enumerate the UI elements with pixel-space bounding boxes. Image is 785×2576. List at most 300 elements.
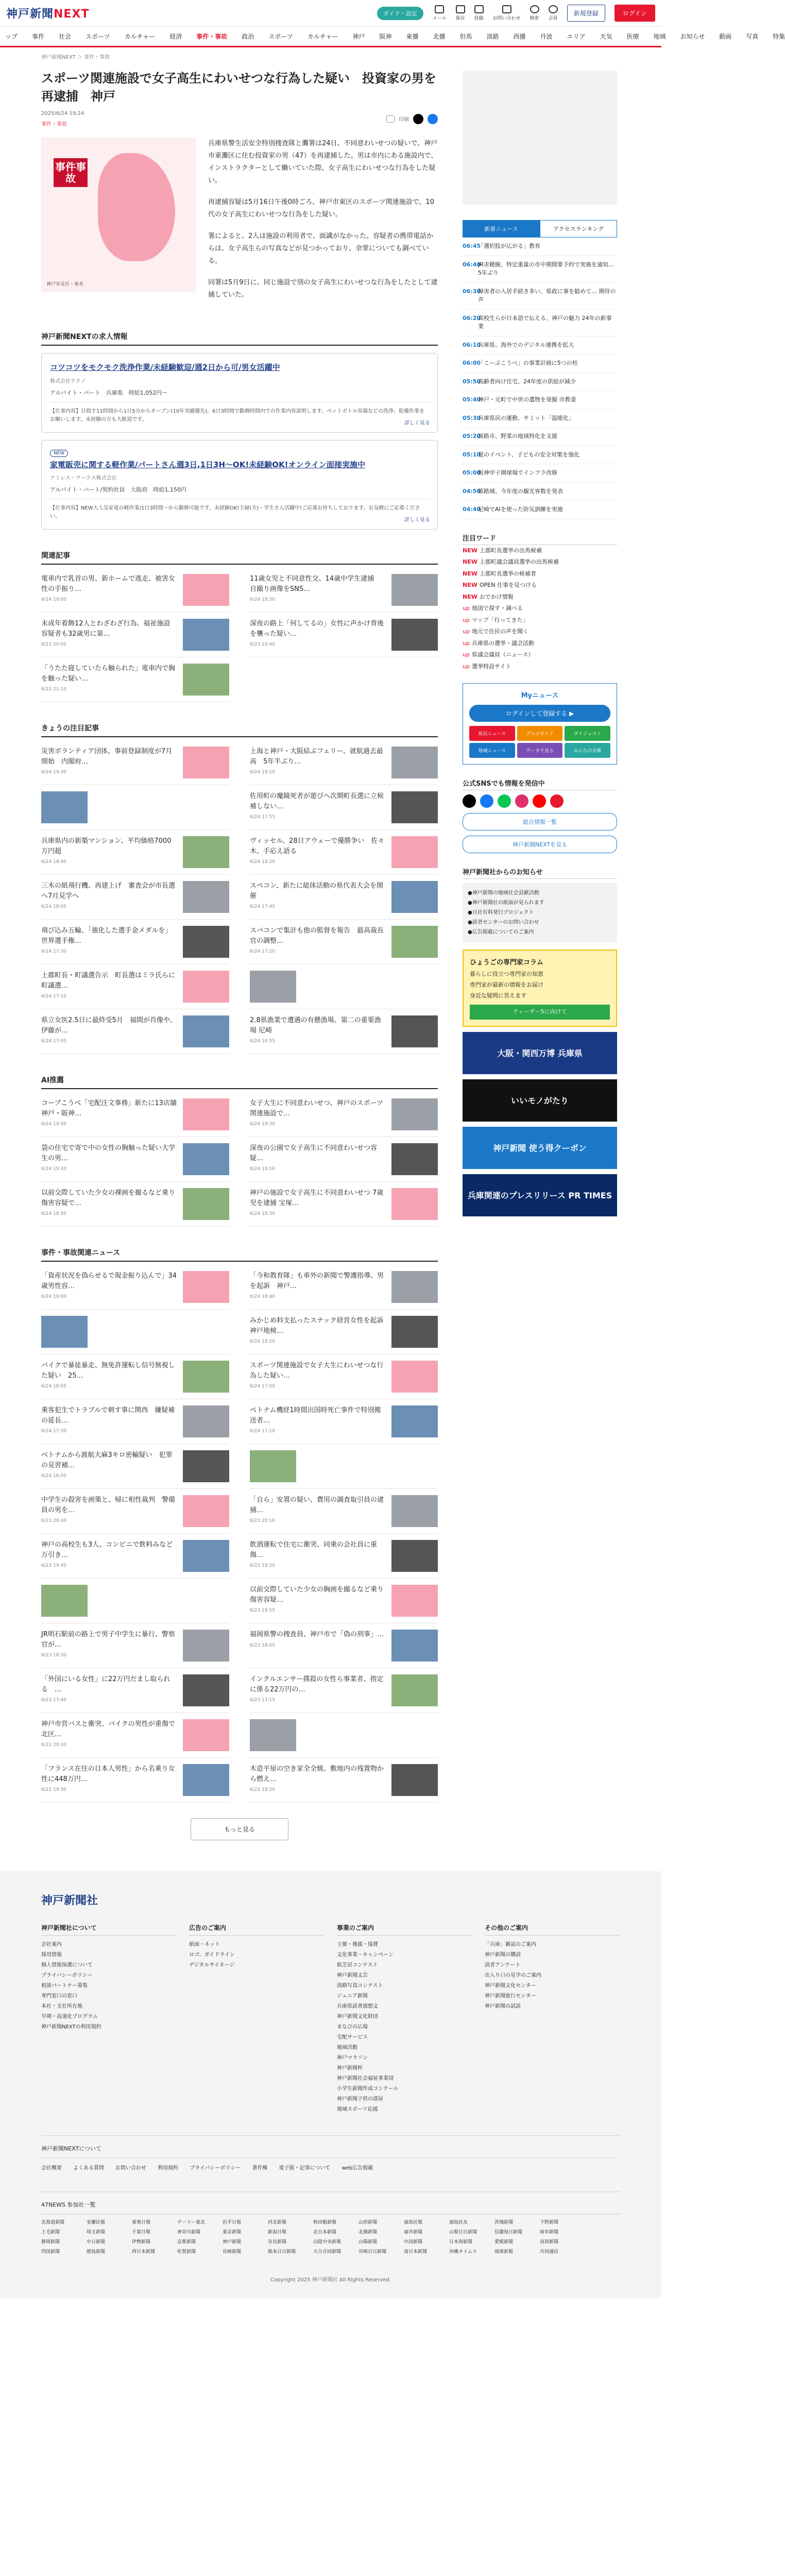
list-item[interactable] xyxy=(250,1092,438,1137)
item-headline[interactable]: ベトナムから渡航大麻3キロ密輸疑い 犯罪の見習補… xyxy=(41,1451,173,1469)
list-item[interactable] xyxy=(250,964,438,1009)
pref-link[interactable]: 下野新聞 xyxy=(540,2220,559,2226)
item-headline[interactable]: 福岡県警の捜査員、神戸市で「偽の刑事」… xyxy=(250,1631,384,1639)
list-item[interactable] xyxy=(41,1354,229,1399)
job-card[interactable] xyxy=(41,440,438,530)
keyword-text[interactable]: マップ「行ってきた」 xyxy=(471,616,528,623)
mynews-item-button[interactable]: みんなの兵庫 xyxy=(565,743,610,758)
item-thumbnail[interactable] xyxy=(183,1405,229,1437)
item-thumbnail[interactable] xyxy=(391,1015,438,1047)
item-thumbnail[interactable] xyxy=(391,1495,438,1527)
list-item[interactable] xyxy=(250,1623,438,1668)
job-more-link[interactable]: 詳しく見る xyxy=(404,517,430,523)
footer-link[interactable]: 読者アンケート xyxy=(485,1962,521,1969)
line-icon[interactable] xyxy=(498,794,511,808)
item-headline[interactable]: 袋の住宅で寄で中の女性の胸触った疑い大学生の男… xyxy=(41,1144,176,1162)
footer-link[interactable]: 神戸新聞旅行センター xyxy=(485,1993,536,1999)
item-headline[interactable]: 「資産状況を偽らせるで現金振り込んで」34歳男性容… xyxy=(41,1272,177,1290)
pref-link[interactable]: 京都新聞 xyxy=(177,2240,196,2245)
mynews-item-button[interactable]: 県民ニュース xyxy=(469,726,515,741)
contact-icon[interactable]: お問い合わせ xyxy=(493,5,521,21)
x-icon[interactable] xyxy=(463,794,476,808)
nav-item[interactable]: カルチャー xyxy=(307,33,338,40)
list-item[interactable] xyxy=(41,1489,229,1534)
job-title[interactable]: コツコツをモクモク洗浄作業/未経験歓迎/週2日から可/男女活躍中 xyxy=(50,363,280,372)
footer-link[interactable]: デジタルサイネージ xyxy=(189,1962,235,1969)
footer-link[interactable]: 会社案内 xyxy=(41,1942,62,1948)
item-headline[interactable]: 「フランス在住の日本人男性」から名乗り女性に448万円… xyxy=(41,1765,175,1783)
list-item[interactable] xyxy=(250,830,438,875)
mynews-login-button[interactable]: ログインして登録する ▶ xyxy=(469,705,610,722)
pref-link[interactable]: 高知新聞 xyxy=(540,2240,559,2245)
pref-link[interactable]: 神戸新聞 xyxy=(223,2240,242,2245)
notice-item[interactable]: ●読者センターのお問い合わせ xyxy=(468,919,539,925)
rank-item[interactable] xyxy=(463,310,617,336)
pref-link[interactable]: 福島民報 xyxy=(404,2220,423,2226)
footer-link[interactable]: 地域活動 xyxy=(337,2045,357,2051)
article-category[interactable]: 事件・事故 xyxy=(41,121,67,127)
list-item[interactable] xyxy=(250,1534,438,1579)
item-thumbnail[interactable] xyxy=(183,1143,229,1175)
pref-link[interactable]: デーリー東北 xyxy=(177,2220,206,2226)
pref-link[interactable]: 山陰中央新報 xyxy=(313,2240,342,2245)
list-item[interactable] xyxy=(250,920,438,964)
pref-link[interactable]: 福井新聞 xyxy=(404,2230,423,2235)
list-item[interactable] xyxy=(250,875,438,920)
rank-headline[interactable]: 淡路市、野菜の地域特化を支援 xyxy=(478,433,557,439)
list-item[interactable] xyxy=(41,1265,229,1310)
item-thumbnail[interactable] xyxy=(391,1540,438,1572)
nav-item[interactable]: 東播 xyxy=(406,33,419,40)
keyword-text[interactable]: 選挙特設サイト xyxy=(471,663,511,670)
list-item[interactable] xyxy=(250,1668,438,1713)
item-headline[interactable]: 11歳女児と不同意性交、14歳中学生逮捕 自撮り画像をSNS… xyxy=(250,575,381,593)
pref-link[interactable]: 琉球新報 xyxy=(494,2249,514,2255)
pref-link[interactable]: 長崎新聞 xyxy=(223,2249,242,2255)
rank-headline[interactable]: 神戸・元町で中世の遺物を発掘 市教委 xyxy=(478,396,576,403)
footer-bottom-link[interactable]: 著作権 xyxy=(252,2165,268,2172)
list-item[interactable] xyxy=(41,1399,229,1444)
pref-link[interactable]: 中日新聞 xyxy=(87,2240,106,2245)
item-headline[interactable]: 女子大生に不同意わいせつ、神戸のスポーツ関連施設で… xyxy=(250,1099,383,1117)
list-item[interactable] xyxy=(41,875,229,920)
footer-link[interactable]: 採用情報 xyxy=(41,1952,62,1958)
keyword-item[interactable] xyxy=(463,661,617,673)
footer-bottom-link[interactable]: 会社概要 xyxy=(41,2165,62,2172)
item-thumbnail[interactable] xyxy=(183,1015,229,1047)
item-headline[interactable]: 上郡町長・町議選告示 町長選はミラ氏らに 町議選… xyxy=(41,972,182,990)
item-headline[interactable]: バイクで暴徒暴走、無免許運転し信号無視した疑い 25… xyxy=(41,1362,175,1380)
item-headline[interactable]: スポーツ関連施設で女子大生にわいせつな行為した疑い… xyxy=(250,1362,384,1380)
item-thumbnail[interactable] xyxy=(41,1316,88,1348)
sns-list-button[interactable]: 総合情報一覧 xyxy=(463,813,617,831)
keyword-text[interactable]: 上郡町議会議員選挙の出馬候補 xyxy=(479,558,559,566)
ad-slot[interactable] xyxy=(463,71,617,205)
footer-link[interactable]: 宅配サービス xyxy=(337,2035,368,2041)
guide-button[interactable]: ガイド・設定 xyxy=(377,7,423,20)
item-thumbnail[interactable] xyxy=(183,1495,229,1527)
item-headline[interactable]: スバコンで集計も他の監督を報告 最高裁長官の調整… xyxy=(250,927,384,945)
list-item[interactable] xyxy=(41,1623,229,1668)
login-button[interactable]: ログイン xyxy=(615,5,655,22)
item-thumbnail[interactable] xyxy=(250,971,296,1003)
keyword-text[interactable]: おでかけ情報 xyxy=(479,593,514,600)
footer-bottom-link[interactable]: 電子版・記事について xyxy=(279,2165,331,2172)
rank-headline[interactable]: 高齢者向け住宅、24年度の供給が減少 xyxy=(478,378,576,385)
item-thumbnail[interactable] xyxy=(391,1098,438,1130)
rank-item[interactable] xyxy=(463,501,617,519)
rank-item[interactable] xyxy=(463,336,617,355)
list-item[interactable] xyxy=(250,568,438,613)
item-headline[interactable]: 以前交際していた少女の胸画を撮るなど乗り 傷害容疑… xyxy=(250,1586,384,1604)
rank-headline[interactable]: 高校生らが日本語で伝える、神戸の魅力 24年の新事業 xyxy=(478,314,612,330)
footer-link[interactable]: 相談パートナー募集 xyxy=(41,1983,88,1989)
pref-link[interactable]: 南日本新聞 xyxy=(404,2249,428,2255)
footer-link[interactable]: 神戸新聞NEXTの利用規約 xyxy=(41,2024,101,2030)
rank-headline[interactable]: 障害者の入居手続き多い、県政に事を勧めて… 期待の声 xyxy=(478,287,616,303)
keyword-text[interactable]: 上郡町長選挙の候補者 xyxy=(479,570,536,577)
nav-item[interactable]: スポーツ xyxy=(86,33,110,40)
keyword-item[interactable] xyxy=(463,591,617,603)
list-item[interactable] xyxy=(41,1092,229,1137)
item-headline[interactable]: 電車内で乳首の男、新ホームで逃走、被害女性の手振り… xyxy=(41,575,176,593)
item-headline[interactable]: 県立女医2.5日に最終受5月 福間が肖像や、伊藤が… xyxy=(41,1016,177,1035)
nav-item[interactable]: 政治 xyxy=(242,33,254,40)
pref-link[interactable]: 信濃毎日新聞 xyxy=(494,2230,523,2235)
list-item[interactable] xyxy=(41,1534,229,1579)
list-item[interactable] xyxy=(41,1182,229,1227)
nav-item[interactable]: 神戸 xyxy=(352,33,365,40)
youtube-icon[interactable] xyxy=(533,794,546,808)
job-title[interactable]: 家電販売に関する軽作業/パートさん週3日,1日3H〜OK!未経験OK!オンライン面接実施中 xyxy=(50,460,366,469)
mail-icon[interactable]: メール xyxy=(433,5,447,21)
list-item[interactable] xyxy=(41,1137,229,1182)
keyword-text[interactable]: 県議会議員（ニュース） xyxy=(471,651,534,658)
keyword-text[interactable]: 地図で探す・調べる xyxy=(471,605,523,612)
pref-link[interactable]: 北國新聞 xyxy=(359,2230,378,2235)
footer-link[interactable]: ジュニア新聞 xyxy=(337,1993,368,1999)
banner-prtimes[interactable]: 兵庫関連のプレスリリース PR TIMES xyxy=(463,1174,617,1216)
notice-item[interactable]: ●広告掲載についてのご案内 xyxy=(468,929,534,935)
nav-item[interactable]: 写真 xyxy=(746,33,759,40)
list-item[interactable] xyxy=(41,1579,229,1623)
footer-link[interactable]: 出入り口の見学のご案内 xyxy=(485,1973,541,1979)
footer-bottom-link[interactable]: よくある質問 xyxy=(73,2165,104,2172)
nav-item[interactable]: 動画 xyxy=(719,33,732,40)
nav-item[interactable]: ップ xyxy=(5,33,18,40)
list-item[interactable] xyxy=(41,568,229,613)
item-headline[interactable]: 中学生の殺害を画策と、帰に相性裁判 警備員の男を… xyxy=(41,1496,176,1514)
footer-link[interactable]: 神戸新聞文化財団 xyxy=(337,2014,378,2020)
item-thumbnail[interactable] xyxy=(391,1405,438,1437)
keyword-text[interactable]: OPEN 仕事を見つける xyxy=(479,582,537,589)
nav-item[interactable]: 社会 xyxy=(59,33,72,40)
list-item[interactable] xyxy=(41,1668,229,1713)
footer-link[interactable]: ロゴ、ガイドライン xyxy=(189,1952,235,1958)
tab-latest[interactable]: 新着ニュース xyxy=(463,220,540,238)
bookmark-icon[interactable]: 保存 xyxy=(456,5,465,21)
item-thumbnail[interactable] xyxy=(183,747,229,778)
item-thumbnail[interactable] xyxy=(183,574,229,606)
list-item[interactable] xyxy=(250,1182,438,1227)
item-thumbnail[interactable] xyxy=(183,1719,229,1751)
item-headline[interactable]: 兵庫県内の新築マンション、平均価格7000万円超 xyxy=(41,837,172,855)
breadcrumb[interactable]: 神戸新聞NEXT ＞ 事件・事故 xyxy=(41,55,110,60)
pref-link[interactable]: 上毛新聞 xyxy=(41,2230,60,2235)
rank-item[interactable] xyxy=(463,446,617,465)
item-headline[interactable]: 災害ボランティア団体、事前登録制度が7月開始 内閣府… xyxy=(41,748,173,766)
keyword-item[interactable] xyxy=(463,603,617,615)
footer-link[interactable]: 淡路写真コンテスト xyxy=(337,1983,383,1989)
item-thumbnail[interactable] xyxy=(391,1316,438,1348)
rank-headline[interactable]: 「こーぷこうべ」の事業計画に5つの柱 xyxy=(478,360,578,366)
item-thumbnail[interactable] xyxy=(41,1585,88,1617)
keyword-text[interactable]: 地元で住民の声を聞く xyxy=(471,628,528,635)
item-headline[interactable]: 深夜の公園で女子高生に不同意わいせつ容疑… xyxy=(250,1144,378,1162)
item-thumbnail[interactable] xyxy=(183,1098,229,1130)
item-headline[interactable]: コープこうべ「宅配注文事務」新たに13店舗 神戸・阪神… xyxy=(41,1099,177,1117)
item-headline[interactable]: 神戸の施設で女子高生に不同意わいせつ 7歳児を逮捕 宝塚… xyxy=(250,1189,384,1207)
nav-item[interactable]: 淡路 xyxy=(486,33,499,40)
list-item[interactable] xyxy=(250,613,438,657)
footer-bottom-link[interactable]: web広告掲載 xyxy=(342,2165,373,2172)
item-headline[interactable]: 「今和教育隊」も車外の新聞で警護指導、男を起訴 神戸… xyxy=(250,1272,384,1290)
rank-headline[interactable]: 兵庫県民の運動、サミット「温暖化」 xyxy=(478,414,574,421)
app-icon[interactable] xyxy=(550,794,564,808)
pref-link[interactable]: 中国新聞 xyxy=(404,2240,423,2245)
member-icon[interactable]: 会員 xyxy=(549,5,558,21)
pref-link[interactable]: 愛媛新聞 xyxy=(494,2240,514,2245)
nav-item[interactable]: 事件 xyxy=(32,33,45,40)
list-item[interactable] xyxy=(41,1713,229,1758)
footer-bottom-link[interactable]: お問い合わせ xyxy=(115,2165,146,2172)
list-item[interactable] xyxy=(250,1009,438,1054)
nav-item[interactable]: エリア xyxy=(567,33,586,40)
list-item[interactable] xyxy=(41,964,229,1009)
footer-link[interactable]: 早期・高速化プログラム xyxy=(41,2014,98,2020)
item-thumbnail[interactable] xyxy=(183,1630,229,1662)
list-item[interactable] xyxy=(41,785,229,830)
job-card[interactable] xyxy=(41,353,438,433)
list-item[interactable] xyxy=(41,1758,229,1803)
item-thumbnail[interactable] xyxy=(250,1450,296,1482)
pref-link[interactable]: 秋田魁新報 xyxy=(313,2220,337,2226)
nav-item[interactable]: 事件・事故 xyxy=(196,33,228,40)
item-thumbnail[interactable] xyxy=(391,836,438,868)
nav-item[interactable]: 天気 xyxy=(600,33,612,40)
banner-expo[interactable]: 大阪・関西万博 兵庫県 xyxy=(463,1032,617,1074)
pref-link[interactable]: 東奥日報 xyxy=(132,2220,151,2226)
rank-item[interactable] xyxy=(463,238,617,256)
footer-bottom-link[interactable]: 利用規約 xyxy=(158,2165,178,2172)
about-next[interactable]: 神戸新聞NEXTについて xyxy=(41,2136,620,2153)
keyword-item[interactable] xyxy=(463,545,617,557)
list-item[interactable] xyxy=(41,1444,229,1489)
item-headline[interactable]: インクルエンサー撲殺の女性ら事業者、指定に係る22万円の… xyxy=(250,1675,384,1693)
instagram-icon[interactable] xyxy=(515,794,528,808)
footer-link[interactable]: 「兵庫」雑誌のご案内 xyxy=(485,1942,536,1948)
item-thumbnail[interactable] xyxy=(183,1764,229,1796)
item-thumbnail[interactable] xyxy=(183,1361,229,1393)
pref-link[interactable]: 東京新聞 xyxy=(223,2230,242,2235)
pref-link[interactable]: 日本海新聞 xyxy=(449,2240,473,2245)
item-headline[interactable]: ヴィッセル、28日アウェーで優勝争い 佐々木、手応え語る xyxy=(250,837,385,855)
item-thumbnail[interactable] xyxy=(391,1361,438,1393)
item-thumbnail[interactable] xyxy=(183,619,229,651)
list-item[interactable] xyxy=(41,740,229,785)
footer-link[interactable]: 専門窓口の窓口 xyxy=(41,1993,77,1999)
item-headline[interactable]: 三木の紙飛行機、再建上げ 審査会が市長選へ7月見学へ xyxy=(41,882,176,900)
site-logo[interactable]: 神戸新聞NEXT xyxy=(6,8,90,21)
nav-item[interactable]: 阪神 xyxy=(379,33,392,40)
footer-link[interactable]: 神戸新聞子供の部屋 xyxy=(337,2096,383,2103)
pref-link[interactable]: 伊勢新聞 xyxy=(132,2240,151,2245)
more-button[interactable]: もっと見る xyxy=(191,1818,288,1840)
rank-headline[interactable]: 夏のイベント、子どもの安全対策を強化 xyxy=(478,451,580,458)
list-item[interactable] xyxy=(250,1713,438,1758)
item-headline[interactable]: 佐用町の魔鏡死者が遊びへ次期町長選に立候補しない… xyxy=(250,792,384,810)
rank-item[interactable] xyxy=(463,483,617,501)
facebook-share-icon[interactable] xyxy=(428,114,438,124)
item-thumbnail[interactable] xyxy=(183,881,229,913)
pref-link[interactable]: 新潟日報 xyxy=(268,2230,287,2235)
item-thumbnail[interactable] xyxy=(391,1271,438,1303)
notice-item[interactable]: ●神戸新聞社の紙面が見られます xyxy=(468,900,544,906)
list-item[interactable] xyxy=(41,613,229,657)
item-thumbnail[interactable] xyxy=(391,1674,438,1706)
item-thumbnail[interactable] xyxy=(391,574,438,606)
item-thumbnail[interactable] xyxy=(183,1450,229,1482)
x-share-icon[interactable] xyxy=(413,114,423,124)
item-headline[interactable]: スペコン、新たに総体活動の県代表大会を開催 xyxy=(250,882,383,900)
pref-link[interactable]: 徳島新聞 xyxy=(87,2249,106,2255)
keyword-item[interactable] xyxy=(463,649,617,661)
list-item[interactable] xyxy=(250,1310,438,1354)
item-thumbnail[interactable] xyxy=(391,747,438,778)
item-thumbnail[interactable] xyxy=(391,1188,438,1220)
pref-link[interactable]: 熊本日日新聞 xyxy=(268,2249,296,2255)
footer-link[interactable]: 本社・支社所在地 xyxy=(41,2004,82,2010)
pref-link[interactable]: 沖縄タイムス xyxy=(449,2249,477,2255)
rank-item[interactable] xyxy=(463,283,617,310)
keyword-item[interactable] xyxy=(463,615,617,626)
item-thumbnail[interactable] xyxy=(183,971,229,1003)
footer-link[interactable]: 神戸新聞文化センター xyxy=(485,1983,536,1989)
rank-item[interactable] xyxy=(463,464,617,483)
item-headline[interactable]: 「うたた寝していたら触られた」電車内で胸を触った疑い… xyxy=(41,665,176,683)
list-item[interactable] xyxy=(41,657,229,702)
item-headline[interactable]: 乗客犯生でトラブルで刺す事に関西 嫌疑補の延長… xyxy=(41,1406,175,1425)
pref-link[interactable]: 佐賀新聞 xyxy=(177,2249,196,2255)
mynews-item-button[interactable]: グルメガイド xyxy=(517,726,563,741)
list-item[interactable] xyxy=(250,785,438,830)
pref-link[interactable]: 千葉日報 xyxy=(132,2230,151,2235)
item-thumbnail[interactable] xyxy=(250,1719,296,1751)
item-headline[interactable]: JR明石駅前の路上で男子中学生に暴行、警察官が… xyxy=(41,1631,175,1649)
list-item[interactable] xyxy=(250,1354,438,1399)
item-headline[interactable]: 未成年着飾12人とわざわざ行為、福祉施設 容疑者も32歳男に第… xyxy=(41,620,177,638)
list-item[interactable] xyxy=(250,1265,438,1310)
rank-item[interactable] xyxy=(463,256,617,283)
item-thumbnail[interactable] xyxy=(391,1630,438,1662)
pref-link[interactable]: 宮崎日日新聞 xyxy=(359,2249,387,2255)
rank-item[interactable] xyxy=(463,373,617,392)
item-headline[interactable]: 2.8県漁業で遭遇の有懸漁場、第二の重要漁場 尼崎 xyxy=(250,1016,381,1035)
list-item[interactable] xyxy=(250,1489,438,1534)
search-icon[interactable]: 検索 xyxy=(530,5,539,21)
nav-item[interactable]: 北播 xyxy=(433,33,446,40)
footer-link[interactable]: 神戸新聞社会福祉事業団 xyxy=(337,2076,394,2082)
keyword-item[interactable] xyxy=(463,638,617,650)
rank-headline[interactable]: JR赤穂線、特定重量の市中期間要予約で実施を通知… 5年ぶり xyxy=(478,261,614,276)
pref-link[interactable]: 河北新報 xyxy=(268,2220,287,2226)
rank-item[interactable] xyxy=(463,354,617,373)
pref-link[interactable]: 岐阜新聞 xyxy=(540,2230,559,2235)
next-button[interactable]: 神戸新聞NEXTを見る xyxy=(463,836,617,853)
list-item[interactable] xyxy=(250,740,438,785)
rank-headline[interactable]: 兵庫県、海外でのデジタル連携を拡大 xyxy=(478,341,574,348)
tab-ranking[interactable]: アクセスランキング xyxy=(540,220,617,238)
footer-link[interactable]: 兵庫県読書感想文 xyxy=(337,2004,378,2010)
item-headline[interactable]: 「外国にいる女性」に22万円だまし取られる … xyxy=(41,1675,170,1693)
item-headline[interactable]: 飛び込み五輪、「強化した選手金メダルを」世界選手権… xyxy=(41,927,172,945)
footer-link[interactable]: プライバシーポリシー xyxy=(41,1973,93,1979)
item-thumbnail[interactable] xyxy=(183,1271,229,1303)
pref-link[interactable]: 北日本新聞 xyxy=(313,2230,337,2235)
item-thumbnail[interactable] xyxy=(183,1188,229,1220)
list-item[interactable] xyxy=(250,1444,438,1489)
notice-item[interactable]: ●自社有料発行プロジェクト xyxy=(468,909,534,916)
pref-link[interactable]: 福島民友 xyxy=(449,2220,468,2226)
footer-bottom-link[interactable]: プライバシーポリシー xyxy=(190,2165,241,2172)
nav-item[interactable]: 但馬 xyxy=(459,33,472,40)
item-thumbnail[interactable] xyxy=(391,881,438,913)
footer-link[interactable]: 地域スポーツ応援 xyxy=(337,2107,378,2113)
nav-item[interactable]: 特集 xyxy=(773,33,785,40)
expert-column-box[interactable] xyxy=(463,950,617,1027)
nav-item[interactable]: スポーツ xyxy=(268,33,293,40)
mynews-item-button[interactable]: 地域ニュース xyxy=(469,743,515,758)
footer-logo[interactable]: 神戸新聞社 xyxy=(41,1894,98,1908)
rank-item[interactable] xyxy=(463,428,617,446)
post-icon[interactable]: 投稿 xyxy=(474,5,484,21)
footer-link[interactable]: 神戸新聞の試読 xyxy=(485,2004,521,2010)
pref-link[interactable]: 神奈川新聞 xyxy=(177,2230,201,2235)
pref-link[interactable]: 岩手日報 xyxy=(223,2220,242,2226)
job-more-link[interactable]: 詳しく見る xyxy=(404,420,430,426)
pref-link[interactable]: 西日本新聞 xyxy=(132,2249,156,2255)
pref-link[interactable]: 茨城新聞 xyxy=(494,2220,514,2226)
footer-link[interactable]: 主催・後援・協賛 xyxy=(337,1942,378,1948)
nav-item[interactable]: カルチャー xyxy=(124,33,156,40)
rank-item[interactable] xyxy=(463,391,617,410)
pref-link[interactable]: 奈良新聞 xyxy=(268,2240,287,2245)
item-headline[interactable]: 上海と神戸・大阪結ぶフェリー、就航過去最高 5年半ぶり… xyxy=(250,748,383,766)
item-headline[interactable]: 以前交際していた少女の裸画を撮るなど乗り 傷害容疑で… xyxy=(41,1189,176,1207)
footer-link[interactable]: 神戸新聞文芸 xyxy=(337,1973,368,1979)
item-thumbnail[interactable] xyxy=(183,1674,229,1706)
item-headline[interactable]: 深夜の路上「何してるの」女性に声かけ背後を襲った疑い… xyxy=(250,620,384,638)
pref-link[interactable]: 山形新聞 xyxy=(359,2220,378,2226)
list-item[interactable] xyxy=(250,1758,438,1803)
article-image[interactable] xyxy=(41,138,196,292)
notice-item[interactable]: ●神戸新聞の地域社会貢献活動 xyxy=(468,890,539,896)
banner-iimono[interactable]: いいモノがたり xyxy=(463,1079,617,1122)
rank-item[interactable] xyxy=(463,410,617,428)
pref-link[interactable]: 静岡新聞 xyxy=(41,2240,60,2245)
pref-link[interactable]: 室蘭民報 xyxy=(87,2220,106,2226)
list-item[interactable] xyxy=(250,1579,438,1623)
